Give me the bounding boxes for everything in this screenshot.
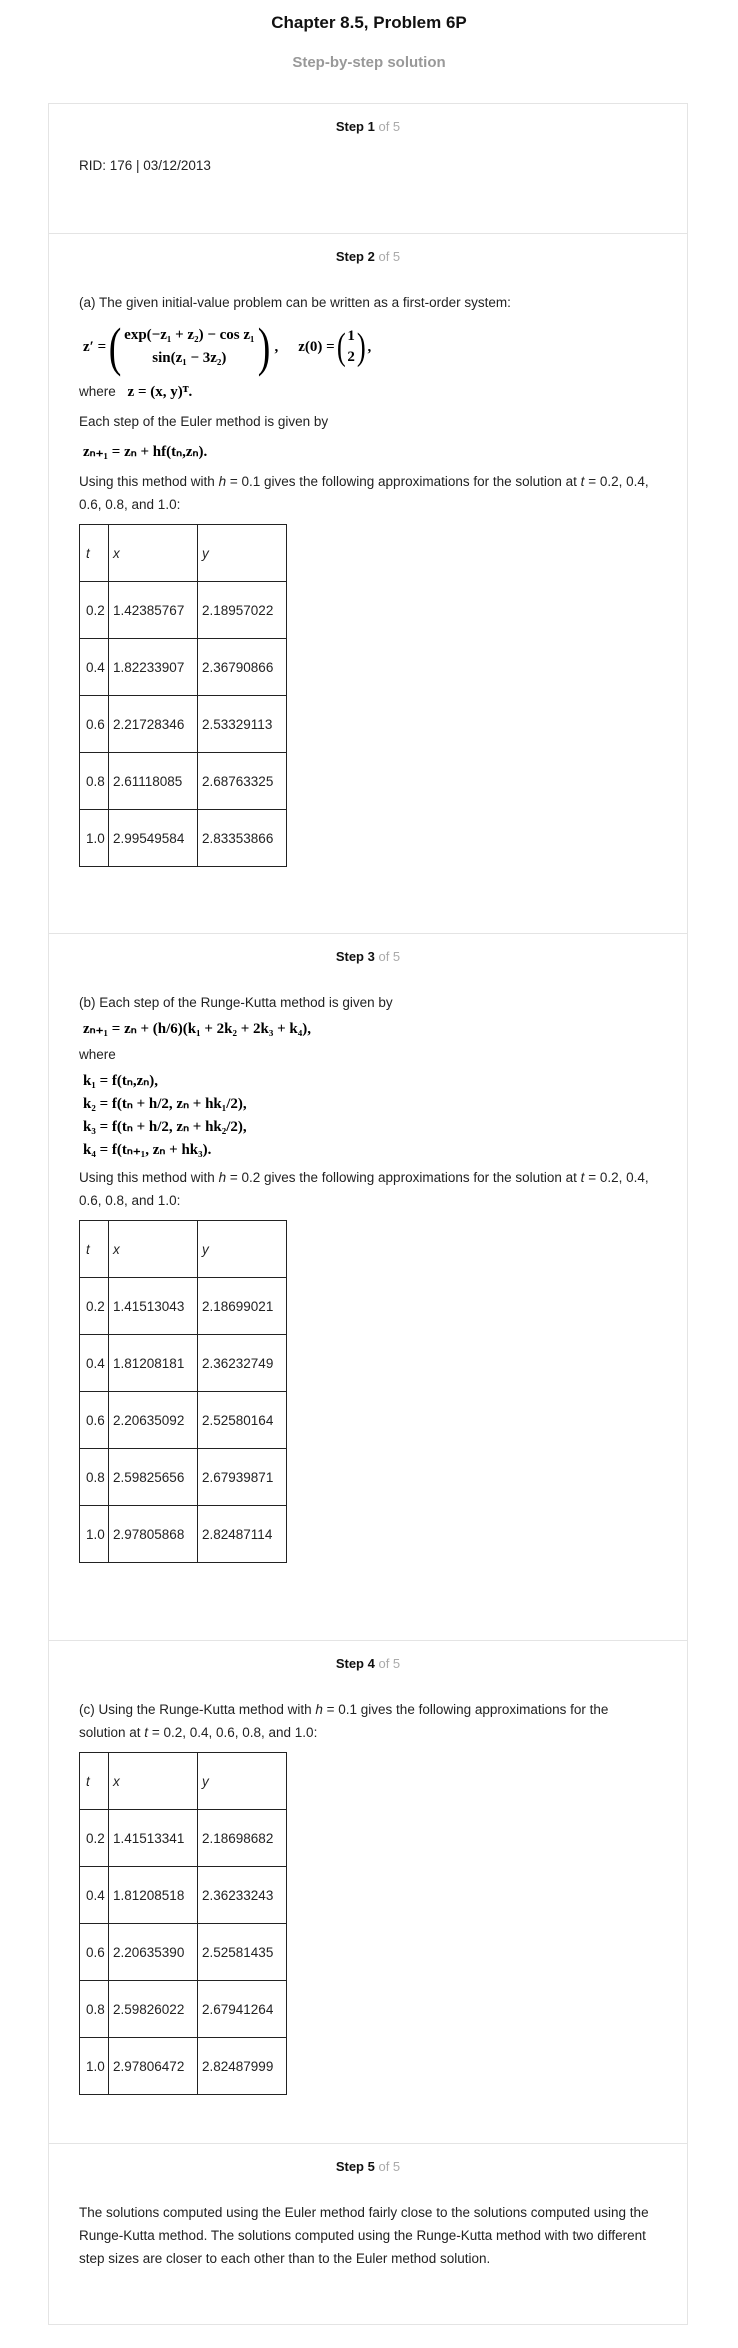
step-2 [49, 234, 687, 934]
system-equation: z′ = ( exp(−z₁ + z₂) − cos z₁ sin(z₁ − 3z₂) ) , z(0) = ( 1 2 ) , [83, 317, 372, 377]
solution-subtitle: Step-by-step solution [292, 54, 446, 71]
table-header-row [80, 1753, 287, 1810]
table-row: 0.8 2.59825656 2.67939871 [80, 1449, 287, 1506]
header-x: x [109, 525, 198, 582]
where-label: where [79, 384, 116, 399]
step-1-header [49, 104, 687, 137]
init-lhs: z(0) = [298, 338, 335, 355]
table-row: 0.2 1.42385767 2.18957022 [80, 582, 287, 639]
table-row: 1.0 2.97805868 2.82487114 [80, 1506, 287, 1563]
euler-using-text: Using this method with h = 0.1 gives the following approximations for the solution at t = 0.2, 0.4, 0.6, 0.8, and 1.0: [79, 474, 649, 512]
table-row: 1.0 2.97806472 2.82487999 [80, 2038, 287, 2095]
k4-equation: k₄ = f(tₙ₊₁, zₙ + hk₃). [83, 1142, 212, 1158]
step-5-header [49, 2144, 687, 2177]
table-row: 0.6 2.20635390 2.52581435 [80, 1924, 287, 1981]
header-t: t [80, 1753, 109, 1810]
table-header-row [80, 1221, 287, 1278]
step-count: of 5 [378, 2159, 401, 2174]
step-4-header [49, 1641, 687, 1674]
step-count: of 5 [378, 249, 401, 264]
sys-row-2: sin(z₁ − 3z₂) [152, 350, 227, 366]
init-row-2: 2 [347, 349, 355, 365]
header-y: y [198, 525, 287, 582]
step-3 [49, 934, 687, 1641]
step-label: Step 1 [335, 119, 375, 134]
step-label: Step 4 [335, 1656, 375, 1671]
table-row: 1.0 2.99549584 2.83353866 [80, 810, 287, 867]
header-x: x [109, 1753, 198, 1810]
table-row: 0.4 1.81208518 2.36233243 [80, 1867, 287, 1924]
table-row: 0.2 1.41513043 2.18699021 [80, 1278, 287, 1335]
system-intro: (a) The given initial-value problem can be written as a first-order system: [79, 295, 511, 310]
rk-intro: (b) Each step of the Runge-Kutta method is given by [79, 995, 393, 1010]
where-label: where [79, 1047, 116, 1062]
euler-intro: Each step of the Euler method is given by [79, 414, 329, 429]
rk-h01-table [79, 1752, 287, 2095]
steps-container [48, 103, 688, 2325]
table-row: 0.4 1.82233907 2.36790866 [80, 639, 287, 696]
header-t: t [80, 525, 109, 582]
step-2-header [49, 234, 687, 267]
rk-using-text: Using this method with h = 0.2 gives the following approximations for the solution at t = 0.2, 0.4, 0.6, 0.8, and 1.0: [79, 1170, 649, 1208]
table-row: 0.8 2.61118085 2.68763325 [80, 753, 287, 810]
step-1 [49, 104, 687, 234]
step-3-header [49, 934, 687, 967]
euler-equation: zₙ₊₁ = zₙ + hf(tₙ,zₙ). [83, 444, 208, 460]
table-row: 0.6 2.21728346 2.53329113 [80, 696, 287, 753]
step-label: Step 2 [335, 249, 375, 264]
step-4 [49, 1641, 687, 2144]
header-x: x [109, 1221, 198, 1278]
k2-equation: k₂ = f(tₙ + h/2, zₙ + hk₁/2), [83, 1096, 247, 1112]
step-count: of 5 [378, 949, 401, 964]
k1-equation: k₁ = f(tₙ,zₙ), [83, 1073, 158, 1089]
k3-equation: k₃ = f(tₙ + h/2, zₙ + hk₂/2), [83, 1119, 247, 1135]
header-t: t [80, 1221, 109, 1278]
step-count: of 5 [378, 1656, 401, 1671]
euler-table [79, 524, 287, 867]
table-header-row [80, 525, 287, 582]
sys-row-1: exp(−z₁ + z₂) − cos z₁ [124, 327, 255, 343]
rid-text: RID: 176 | 03/12/2013 [79, 158, 211, 173]
header-y: y [198, 1753, 287, 1810]
where-equation: z = (x, y)ᵀ. [127, 384, 193, 400]
rk-h01-using-text: (c) Using the Runge-Kutta method with h = 0.1 gives the following approximations for the solution at t = 0.2, 0.4, 0.6, 0.8, and 1.0: [79, 1702, 609, 1740]
conclusion-text: The solutions computed using the Euler method fairly close to the solutions computed using the Runge-Kutta method. The solutions computed using the Runge-Kutta method with two different step sizes are closer to each other than to the Euler method solution. [79, 2205, 649, 2266]
sys-lhs: z′ = [83, 338, 107, 355]
header-y: y [198, 1221, 287, 1278]
table-row: 0.4 1.81208181 2.36232749 [80, 1335, 287, 1392]
table-row: 0.6 2.20635092 2.52580164 [80, 1392, 287, 1449]
init-row-1: 1 [347, 328, 355, 344]
step-label: Step 5 [335, 2159, 375, 2174]
chapter-title: Chapter 8.5, Problem 6P [271, 13, 467, 32]
step-count: of 5 [378, 119, 401, 134]
table-row: 0.2 1.41513341 2.18698682 [80, 1810, 287, 1867]
rk-h02-table [79, 1220, 287, 1563]
step-label: Step 3 [335, 949, 375, 964]
step-5 [49, 2144, 687, 2324]
table-row: 0.8 2.59826022 2.67941264 [80, 1981, 287, 2038]
rk-equation: zₙ₊₁ = zₙ + (h/6)(k₁ + 2k₂ + 2k₃ + k₄), [83, 1021, 312, 1037]
